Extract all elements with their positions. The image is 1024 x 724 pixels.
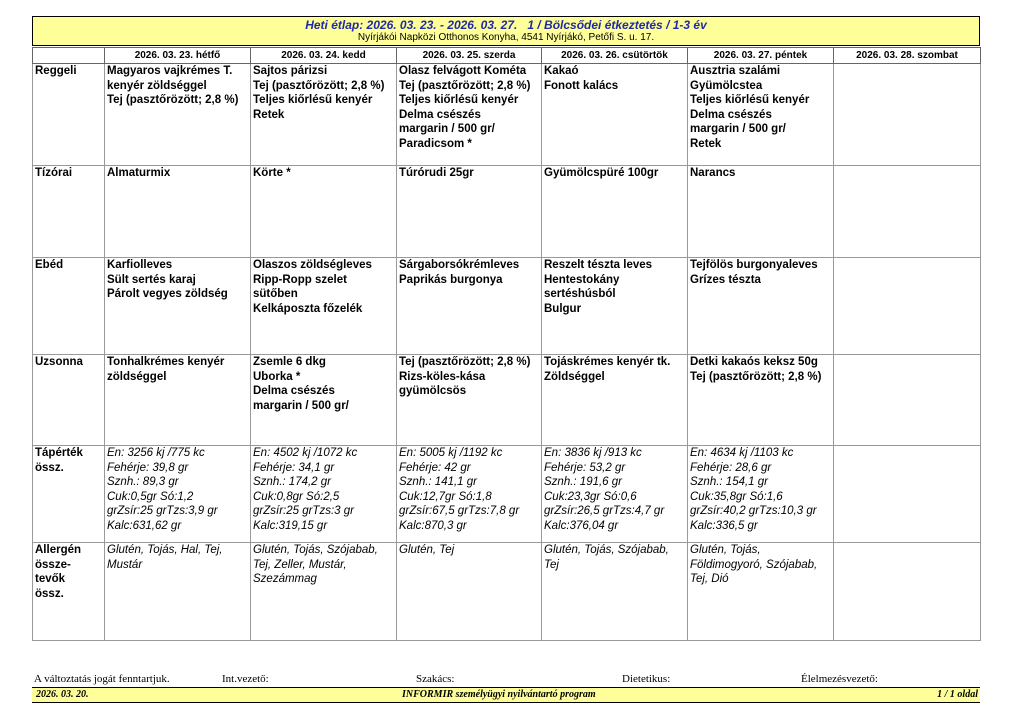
row-label-line: Allergén [35, 544, 82, 556]
menu-cell [397, 258, 542, 355]
day-header: 2026. 03. 23. hétfő [105, 48, 251, 64]
menu-cell [834, 166, 981, 258]
day-header: 2026. 03. 24. kedd [251, 48, 397, 64]
cell-line: Glutén, Tojás, Szójabab, [253, 544, 378, 556]
menu-title: Heti étlap: 2026. 03. 23. - 2026. 03. 27. 1 / Bölcsődei étkeztetés / 1-3 év [305, 18, 707, 32]
menu-cell [105, 64, 251, 166]
row-label [33, 64, 105, 166]
cell-line: Glutén, Tej [399, 544, 455, 556]
cell-line: Cuk:12,7gr Só:1,8 [399, 490, 492, 503]
cell-line: Delma csészés [253, 385, 335, 397]
row-label-line: Tápérték [35, 447, 83, 459]
day-header: 2026. 03. 27. péntek [688, 48, 834, 64]
allergen-cell [834, 543, 981, 641]
cell-line: Glutén, Tojás, Hal, Tej, [107, 544, 223, 556]
cell-line: Hentestokány [544, 273, 620, 286]
cell-line: En: 4502 kj /1072 kc [253, 447, 358, 459]
rights-note: A változtatás jogát fenntartjuk. [34, 673, 170, 685]
cell-line: Teljes kiőrlésű kenyér [399, 94, 519, 106]
cell-line: Tonhalkrémes kenyér [107, 356, 225, 368]
cell-line: Tej, Dió [690, 573, 729, 585]
page-number: 1 / 1 oldal [937, 689, 978, 700]
cell-line: Glutén, Tojás, [690, 544, 761, 556]
cell-line: Kelkáposzta főzelék [253, 302, 363, 315]
cell-line: Tej (pasztőrözött; 2,8 %) [690, 370, 822, 383]
cell-line: Rizs-köles-kása [399, 370, 486, 383]
menu-cell [251, 258, 397, 355]
cell-line: En: 5005 kj /1192 kc [399, 447, 503, 459]
cell-line: En: 3836 kj /913 kc [544, 447, 642, 459]
menu-title-bar [32, 16, 980, 46]
cell-line: Fehérje: 42 gr [399, 461, 471, 474]
cell-line: Fehérje: 39,8 gr [107, 461, 189, 474]
cell-line: Glutén, Tojás, Szójabab, [544, 544, 669, 556]
kitchen-address: Nyírjákói Napközi Otthonos Konyha, 4541 Nyírjákó, Petőfi S. u. 17. [357, 32, 655, 43]
cell-line: Fehérje: 28,6 gr [690, 461, 772, 474]
cell-line: grZsír:26,5 grTzs:4,7 gr [544, 505, 665, 517]
cell-line: Ripp-Ropp szelet [253, 273, 347, 286]
menu-cell [688, 258, 834, 355]
menu-row-uzsonna [33, 355, 981, 446]
cell-line: margarin / 500 gr/ [399, 123, 495, 135]
menu-cell [397, 64, 542, 166]
cell-line: Gyümölcstea [690, 79, 763, 92]
cell-line: Magyaros vajkrémes T. [107, 65, 233, 77]
cell-line: Kalc:870,3 gr [399, 519, 467, 532]
menu-cell [688, 166, 834, 258]
menu-cell [542, 355, 688, 446]
cell-line: Cuk:0,5gr Só:1,2 [107, 490, 194, 503]
cell-line: Tej (pasztőrözött; 2,8 %) [399, 356, 531, 368]
nutrition-cell [397, 446, 542, 543]
cell-line: Paradicsom * [399, 137, 472, 150]
elelmezesvezeto-label: Élelmezésvezető: [801, 673, 878, 685]
menu-cell [105, 166, 251, 258]
menu-row-allergen [33, 543, 981, 641]
menu-cell [105, 258, 251, 355]
nutrition-cell [251, 446, 397, 543]
menu-row-ebed [33, 258, 981, 355]
row-label [33, 258, 105, 355]
menu-row-taperték [33, 446, 981, 543]
cell-line: Zsemle 6 dkg [253, 356, 326, 368]
cell-line: grZsír:25 grTzs:3 gr [253, 505, 354, 517]
cell-line: Teljes kiőrlésű kenyér [253, 94, 373, 106]
cell-line: gyümölcsös [399, 385, 467, 397]
day-header: 2026. 03. 26. csütörtök [542, 48, 688, 64]
nutrition-cell [688, 446, 834, 543]
cell-line: Grízes tészta [690, 273, 761, 286]
cell-line: Sznh.: 154,1 gr [690, 476, 768, 488]
cell-line: Körte * [253, 167, 291, 179]
cell-line: Tej (pasztőrözött; 2,8 %) [253, 79, 385, 92]
cell-line: grZsír:67,5 grTzs:7,8 gr [399, 505, 520, 517]
cell-line: Földimogyoró, Szójabab, [690, 558, 818, 571]
cell-line: Szezámmag [253, 573, 317, 585]
row-label [33, 446, 105, 543]
cell-line: sütőben [253, 288, 298, 300]
allergen-cell [105, 543, 251, 641]
allergen-cell [251, 543, 397, 641]
cell-line: Olaszos zöldségleves [253, 259, 372, 271]
cell-line: grZsír:40,2 grTzs:10,3 gr [690, 505, 817, 517]
cell-line: Sült sertés karaj [107, 273, 196, 286]
cell-line: Tojáskrémes kenyér tk. [544, 356, 671, 368]
cell-line: Uborka * [253, 370, 301, 383]
menu-cell [688, 355, 834, 446]
menu-cell [542, 64, 688, 166]
cell-line: Tej [544, 558, 559, 571]
cell-line: Cuk:23,3gr Só:0,6 [544, 490, 637, 503]
day-header: 2026. 03. 25. szerda [397, 48, 542, 64]
cell-line: grZsír:25 grTzs:3,9 gr [107, 505, 218, 517]
cell-line: kenyér zöldséggel [107, 79, 207, 92]
nutrition-cell [834, 446, 981, 543]
cell-line: Sznh.: 174,2 gr [253, 476, 331, 488]
menu-cell [105, 355, 251, 446]
row-label-line: Uzsonna [35, 356, 83, 368]
cell-line: Tejfölös burgonyaleves [690, 259, 818, 271]
row-label-line: össze- [35, 558, 71, 571]
cell-line: Teljes kiőrlésű kenyér [690, 94, 810, 106]
cell-line: En: 4634 kj /1103 kc [690, 447, 794, 459]
cell-line: zöldséggel [107, 370, 167, 383]
cell-line: Sznh.: 141,1 gr [399, 476, 477, 488]
cell-line: Párolt vegyes zöldség [107, 288, 228, 300]
cell-line: Fehérje: 34,1 gr [253, 461, 335, 474]
menu-cell [251, 355, 397, 446]
row-label [33, 355, 105, 446]
cell-line: Kalc:319,15 gr [253, 519, 328, 532]
cell-line: Sajtos párizsi [253, 65, 328, 77]
corner-cell [33, 48, 105, 64]
print-date: 2026. 03. 20. [36, 689, 89, 700]
cell-line: Tej, Zeller, Mustár, [253, 558, 347, 571]
cell-line: Retek [253, 108, 285, 121]
menu-cell [397, 166, 542, 258]
cell-line: Delma csészés [399, 108, 481, 121]
cell-line: Bulgur [544, 302, 582, 315]
weekly-menu-table [32, 47, 981, 641]
menu-row-tizorai [33, 166, 981, 258]
cell-line: Fonott kalács [544, 79, 619, 92]
menu-cell [251, 64, 397, 166]
menu-cell [542, 258, 688, 355]
cell-line: Gyümölcspüré 100gr [544, 167, 659, 179]
cell-line: Sznh.: 191,6 gr [544, 476, 622, 488]
cell-line: Kalc:376,04 gr [544, 519, 619, 532]
cell-line: Karfiolleves [107, 259, 173, 271]
cell-line: margarin / 500 gr/ [690, 123, 786, 135]
menu-cell [834, 258, 981, 355]
cell-line: Sárgaborsókrémleves [399, 259, 520, 271]
cell-line: Sznh.: 89,3 gr [107, 476, 179, 488]
cell-line: Kakaó [544, 65, 579, 77]
cell-line: Narancs [690, 167, 736, 179]
cell-line: Fehérje: 53,2 gr [544, 461, 626, 474]
cell-line: Delma csészés [690, 108, 772, 121]
cell-line: Paprikás burgonya [399, 273, 503, 286]
szakacs-label: Szakács: [416, 673, 455, 685]
day-header-row [33, 48, 981, 64]
row-label-line: össz. [35, 587, 64, 600]
cell-line: Kalc:631,62 gr [107, 519, 182, 532]
cell-line: En: 3256 kj /775 kc [107, 447, 205, 459]
cell-line: Tej (pasztőrözött; 2,8 %) [107, 94, 239, 106]
cell-line: Olasz felvágott Kométa [399, 65, 527, 77]
menu-cell [834, 64, 981, 166]
nutrition-cell [105, 446, 251, 543]
cell-line: Reszelt tészta leves [544, 259, 653, 271]
cell-line: Mustár [107, 558, 143, 571]
int-vezeto-label: Int.vezető: [222, 673, 269, 685]
row-label-line: Tízórai [35, 167, 73, 179]
menu-cell [251, 166, 397, 258]
menu-row-reggeli [33, 64, 981, 166]
cell-line: Kalc:336,5 gr [690, 519, 758, 532]
cell-line: Túrórudi 25gr [399, 167, 474, 179]
row-label-line: össz. [35, 461, 64, 474]
row-label-line: tevők [35, 573, 66, 585]
signature-line [32, 673, 980, 687]
menu-cell [397, 355, 542, 446]
dietetikus-label: Dietetikus: [622, 673, 671, 685]
cell-line: Cuk:35,8gr Só:1,6 [690, 490, 783, 503]
cell-line: Zöldséggel [544, 370, 605, 383]
nutrition-cell [542, 446, 688, 543]
footer-bar [32, 687, 980, 703]
cell-line: Almaturmix [107, 167, 171, 179]
cell-line: Retek [690, 137, 722, 150]
cell-line: Ausztria szalámi [690, 65, 781, 77]
allergen-cell [397, 543, 542, 641]
row-label-line: Ebéd [35, 259, 64, 271]
cell-line: Tej (pasztőrözött; 2,8 %) [399, 79, 531, 92]
day-header: 2026. 03. 28. szombat [834, 48, 981, 64]
allergen-cell [688, 543, 834, 641]
row-label-line: Reggeli [35, 65, 77, 77]
program-name: INFORMIR személyügyi nyilvántartó program [402, 689, 596, 700]
menu-cell [834, 355, 981, 446]
cell-line: sertéshúsból [544, 288, 616, 300]
cell-line: margarin / 500 gr/ [253, 399, 349, 412]
allergen-cell [542, 543, 688, 641]
cell-line: Cuk:0,8gr Só:2,5 [253, 490, 340, 503]
menu-cell [542, 166, 688, 258]
menu-cell [688, 64, 834, 166]
cell-line: Detki kakaós keksz 50g [690, 356, 818, 368]
row-label [33, 166, 105, 258]
row-label [33, 543, 105, 641]
